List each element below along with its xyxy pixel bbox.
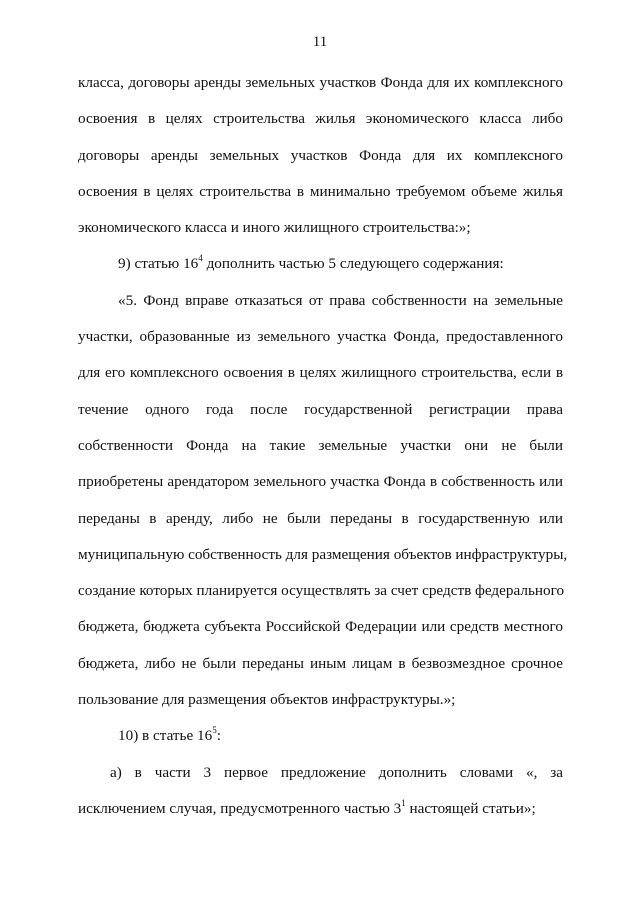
text-line: бюджета, бюджета субъекта Российской Федерации или средств местного xyxy=(78,618,563,636)
subitem-a-text-start: исключением случая, предусмотренного частью 3 xyxy=(78,799,402,817)
item-10-text-end: : xyxy=(216,727,221,745)
text-line: а) в части 3 первое предложение дополнить словами «, за xyxy=(110,763,563,781)
text-line: класса, договоры аренды земельных участков Фонда для их комплексного xyxy=(78,74,563,91)
paragraph-part-5 xyxy=(78,283,568,719)
text-line: переданы в аренду, либо не были переданы в государственную или xyxy=(78,509,563,527)
text-line: приобретены арендатором земельного участка Фонда в собственность или xyxy=(78,473,563,491)
text-line: создание которых планируется осуществлять за счет средств федерального xyxy=(78,582,565,600)
text-line: освоения в целях строительства жилья экономического класса либо xyxy=(78,110,563,128)
paragraph-subitem-a xyxy=(78,755,563,828)
paragraph-item-10 xyxy=(78,718,563,754)
text-line xyxy=(78,791,563,827)
text-line: «5. Фонд вправе отказаться от права собственности на земельные xyxy=(118,291,563,309)
text-line: договоры аренды земельных участков Фонда для их комплексного xyxy=(78,146,563,164)
text-line: пользование для размещения объектов инфраструктуры.»; xyxy=(78,691,456,709)
text-line: собственности Фонда на такие земельные участки они не были xyxy=(78,436,563,454)
text-line: освоения в целях строительства в минимально требуемом объеме жилья xyxy=(78,182,563,200)
text-line: муниципальную собственность для размещения объектов инфраструктуры, xyxy=(78,545,568,563)
paragraph-item-9 xyxy=(78,246,563,282)
subitem-a-text-end: настоящей статьи»; xyxy=(405,799,536,817)
item-10-text-start: 10) в статье 16 xyxy=(118,727,213,745)
text-line: для его комплексного освоения в целях жилищного строительства, если в xyxy=(78,364,563,382)
item-9-text-end: дополнить частью 5 следующего содержания: xyxy=(202,255,504,273)
page-number: 11 xyxy=(312,34,328,50)
document-body xyxy=(78,65,568,827)
subitem-a-superscript: 1 xyxy=(401,797,406,808)
item-10-superscript: 5 xyxy=(212,725,217,736)
paragraph-continuation xyxy=(78,65,563,246)
text-line: участки, образованные из земельного участка Фонда, предоставленного xyxy=(78,328,563,346)
item-9-text-start: 9) статью 16 xyxy=(118,255,199,273)
text-line: экономического класса и иного жилищного строительства:»; xyxy=(78,219,471,237)
text-line: бюджета, либо не были переданы иным лицам в безвозмездное срочное xyxy=(78,654,563,672)
text-line: течение одного года после государственной регистрации права xyxy=(78,400,563,418)
item-9-superscript: 4 xyxy=(198,253,203,264)
